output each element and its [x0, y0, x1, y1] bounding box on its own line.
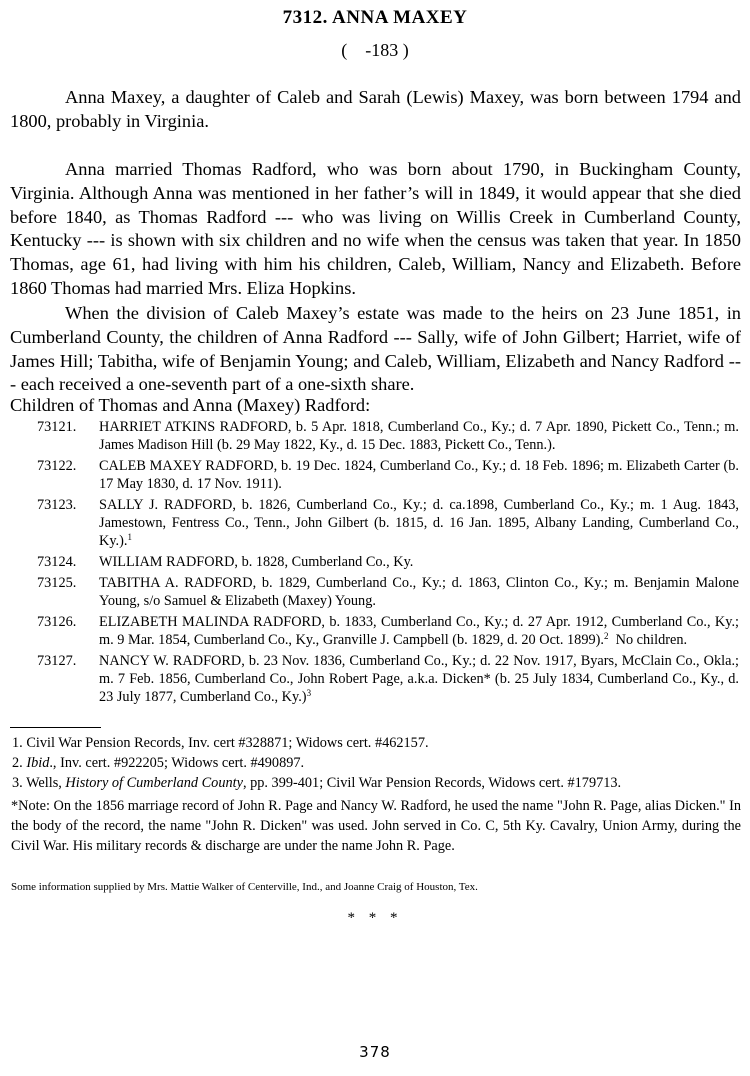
- footnote-text: ., Inv. cert. #922205; Widows cert. #490897.: [49, 755, 305, 771]
- child-text-body: SALLY J. RADFORD, b. 1826, Cumberland Co., Ky.; d. ca.1898, Cumberland Co., Ky.; m. 1 Aug. 1843, Jamestown, Fentress Co., Tenn., John Gilbert (b. 1815, d. 16 Jan. 1895, Albany Landing, Cumberland Co., Ky.).: [99, 497, 739, 549]
- paragraph-birth: Anna Maxey, a daughter of Caleb and Sarah (Lewis) Maxey, was born between 1794 and 1800, probably in Virginia.: [10, 87, 741, 131]
- paragraph-estate: When the division of Caleb Maxey’s estate was made to the heirs on 23 June 1851, in Cumberland County, the children of Anna Radford --- Sally, wife of John Gilbert; Harriet, wife of James Hill; Tabitha, wife of Benjamin Young; and Caleb, William, Elizabeth and Nancy Radford --- each received a one-seventh part of a one-sixth share.: [10, 303, 741, 395]
- child-text: [99, 574, 739, 610]
- child-text-body: HARRIET ATKINS RADFORD, b. 5 Apr. 1818, Cumberland Co., Ky.; d. 7 Apr. 1890, Pickett Co., Tenn.; m. James Madison Hill (b. 29 May 1822, Ky., d. 15 Dec. 1883, Pickett Co., Tenn.).: [99, 419, 739, 453]
- child-text-body: NANCY W. RADFORD, b. 23 Nov. 1836, Cumberland Co., Ky.; d. 22 Nov. 1917, Byars, McClain Co., Okla.; m. 7 Feb. 1856, Cumberland Co., John Robert Page, a.k.a. Dicken* (b. 25 July 1834, Cumberland Co., Ky., d. 23 July 1877, Cumberland Co., Ky.): [99, 653, 739, 705]
- footnote-number: 3.: [12, 775, 23, 791]
- child-number: 73121.: [37, 419, 77, 435]
- child-text: [99, 418, 739, 454]
- footnote-text: , pp. 399-401; Civil War Pension Records, Widows cert. #179713.: [242, 775, 622, 791]
- footnote-reference[interactable]: 2: [603, 631, 609, 641]
- child-entry: [0, 457, 750, 493]
- children-heading: Children of Thomas and Anna (Maxey) Radford:: [10, 395, 371, 415]
- child-text: [99, 457, 739, 493]
- child-text: [99, 496, 739, 550]
- child-number: 73126.: [37, 614, 77, 630]
- child-number: 73127.: [37, 653, 77, 669]
- child-text: [99, 553, 739, 571]
- child-entry: [0, 553, 750, 571]
- page-number: 378: [359, 1043, 391, 1061]
- footnote-reference[interactable]: 1: [127, 532, 132, 542]
- child-number: 73122.: [37, 458, 77, 474]
- child-entry: [0, 652, 750, 706]
- footnote-number: 1.: [12, 735, 23, 751]
- footnote-italic: Ibid: [26, 755, 50, 771]
- child-text: [99, 613, 739, 649]
- footnote: [12, 773, 747, 793]
- footnotes: [12, 733, 747, 793]
- footnote-text: Civil War Pension Records, Inv. cert #328871; Widows cert. #462157.: [26, 735, 429, 751]
- footnote-divider: [10, 727, 101, 728]
- child-text: [99, 652, 739, 706]
- footnote: [12, 733, 747, 753]
- source-credit: Some information supplied by Mrs. Mattie Walker of Centerville, Ind., and Joanne Craig of Houston, Tex.: [11, 881, 478, 893]
- footnote-reference[interactable]: 3: [306, 688, 312, 698]
- page-title: 7312. ANNA MAXEY: [282, 7, 468, 28]
- section-separator: * * *: [347, 910, 403, 926]
- child-number: 73123.: [37, 497, 77, 513]
- child-text-body: TABITHA A. RADFORD, b. 1829, Cumberland Co., Ky.; d. 1863, Clinton Co., Ky.; m. Benjamin Malone Young, s/o Samuel & Elizabeth (Maxey) Young.: [99, 575, 739, 609]
- child-entry: [0, 496, 750, 550]
- child-text-body: WILLIAM RADFORD, b. 1828, Cumberland Co., Ky.: [99, 554, 414, 570]
- paragraph-marriage: Anna married Thomas Radford, who was born about 1790, in Buckingham County, Virginia. Although Anna was mentioned in her father’s will in 1849, it would appear that she died before 1840, as Thomas Radford --- who was living on Willis Creek in Cumberland County, Kentucky --- is shown with six children and no wife when the census was taken that year. In 1850 Thomas, age 61, had living with him his children, Caleb, William, Nancy and Elizabeth. Before 1860 Thomas had married Mrs. Eliza Hopkins.: [10, 159, 741, 298]
- child-text-body: ELIZABETH MALINDA RADFORD, b. 1833, Cumberland Co., Ky.; d. 27 Apr. 1912, Cumberland Co., Ky.; m. 9 Mar. 1854, Cumberland Co., Ky., Granville J. Campbell (b. 1829, d. 20 Oct. 1899).: [99, 614, 739, 648]
- footnote-number: 2.: [12, 755, 23, 771]
- page-subtitle: ( -183 ): [341, 40, 409, 60]
- child-number: 73124.: [37, 554, 77, 570]
- footnote: [12, 753, 747, 773]
- children-list: [0, 418, 750, 709]
- child-number: 73125.: [37, 575, 77, 591]
- footnote-italic: History of Cumberland County: [65, 775, 243, 791]
- child-entry: [0, 613, 750, 649]
- footnote-prefix: Wells,: [26, 775, 66, 791]
- child-text-body: CALEB MAXEY RADFORD, b. 19 Dec. 1824, Cumberland Co., Ky.; d. 18 Feb. 1896; m. Elizabeth Carter (b. 17 May 1830, d. 17 Nov. 1911).: [99, 458, 739, 492]
- asterisk-note: *Note: On the 1856 marriage record of John R. Page and Nancy W. Radford, he used the name "John R. Page, alias Dicken." In the body of the record, the name "John R. Dicken" was used. John served in Co. C, 5th Ky. Cavalry, Union Army, during the Civil War. His military records & discharge are under the name John R. Page.: [11, 798, 741, 854]
- child-text-after: No children.: [608, 632, 688, 648]
- child-entry: [0, 574, 750, 610]
- child-entry: [0, 418, 750, 454]
